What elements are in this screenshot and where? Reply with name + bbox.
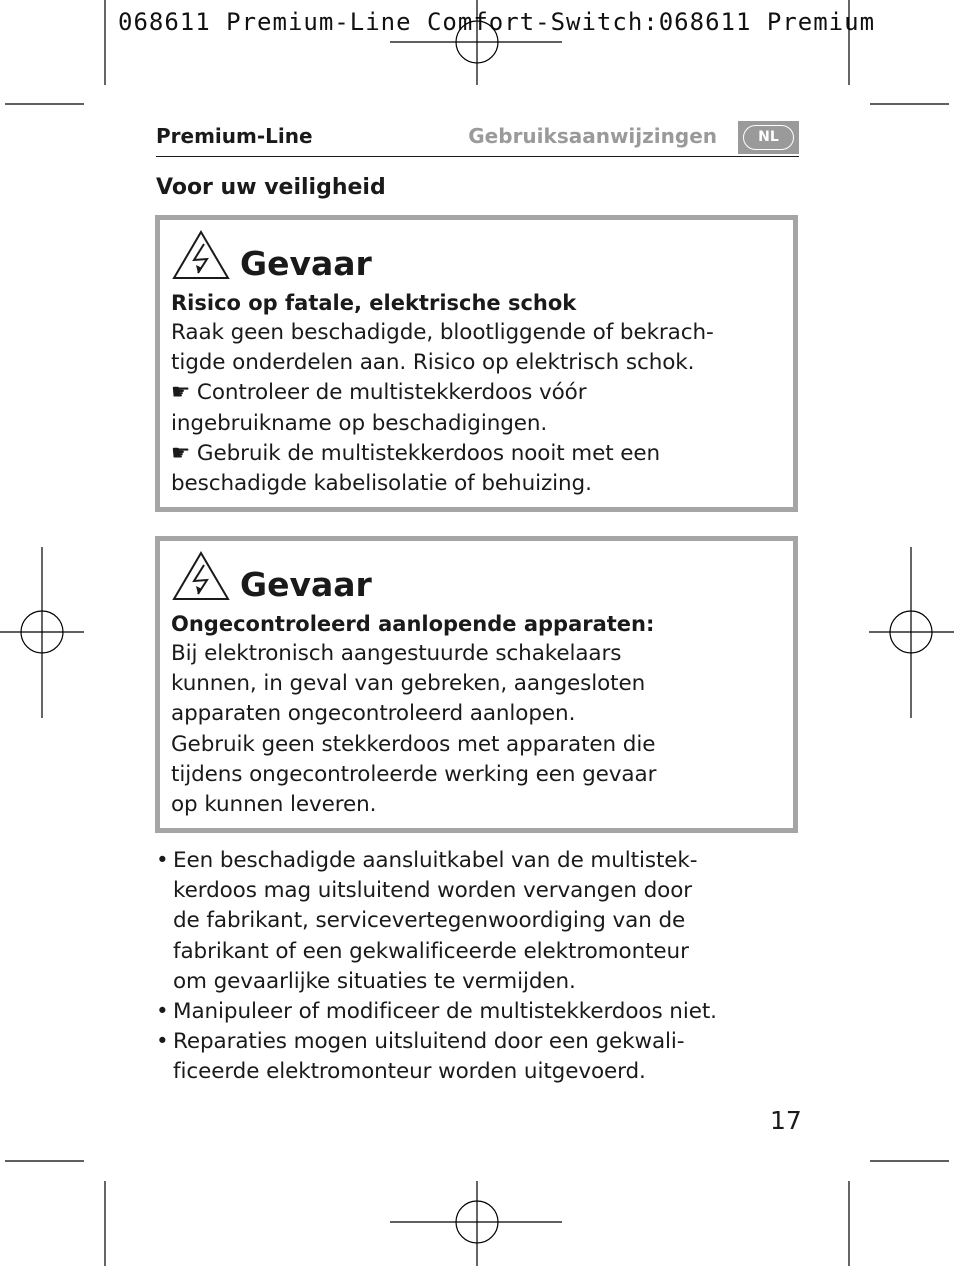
section-title: Voor uw veiligheid	[156, 175, 386, 200]
list-item	[156, 997, 816, 1027]
list-item-line: • Manipuleer of modificeer de multistekkerdoos niet.	[156, 997, 816, 1027]
safety-bullet-list	[156, 846, 816, 1088]
warning-body	[171, 639, 796, 820]
warning-line: op kunnen leveren.	[171, 792, 377, 818]
warning-heading: Gevaar	[240, 244, 372, 283]
list-item	[156, 1027, 816, 1087]
warning-line: tigde onderdelen aan. Risico op elektrisch schok.	[171, 350, 695, 376]
warning-line: apparaten ongecontroleerd aanlopen.	[171, 701, 576, 727]
warning-line: kunnen, in geval van gebreken, aangesloten	[171, 671, 646, 697]
language-badge: NL	[743, 125, 794, 150]
danger-warning-box	[155, 536, 798, 833]
running-header	[156, 120, 799, 157]
warning-heading: Gevaar	[240, 565, 372, 604]
warning-line: beschadigde kabelisolatie of behuizing.	[171, 471, 592, 497]
list-item-line: • Een beschadigde aansluitkabel van de multistek-	[156, 846, 816, 876]
warning-body	[171, 318, 796, 499]
warning-line: Raak geen beschadigde, blootliggende of bekrach-	[171, 320, 714, 345]
section-label: Gebruiksaanwijzingen	[468, 124, 717, 148]
warning-line: tijdens ongecontroleerde werking een gevaar	[171, 761, 657, 787]
print-slug: 068611 Premium-Line Comfort-Switch:068611 Premium	[118, 8, 876, 36]
language-tab	[738, 121, 799, 154]
warning-line: Bij elektronisch aangestuurde schakelaars	[171, 641, 622, 666]
list-item	[156, 846, 816, 997]
bullet-marker: •	[156, 1029, 169, 1055]
warning-line: ☛ Controleer de multistekkerdoos vóór	[171, 380, 587, 406]
bullet-marker: •	[156, 999, 169, 1025]
list-item-line: • Reparaties mogen uitsluitend door een gekwali-	[156, 1027, 816, 1057]
page-number: 17	[770, 1106, 802, 1135]
list-item-line: om gevaarlijke situaties te vermijden.	[173, 968, 576, 994]
bullet-marker: •	[156, 848, 169, 873]
brand-label: Premium-Line	[156, 124, 313, 148]
warning-subheading: Risico op fatale, elektrische schok	[171, 291, 577, 315]
list-item-line: de fabrikant, servicevertegenwoordiging van de	[173, 908, 686, 934]
warning-line: ☛ Gebruik de multistekkerdoos nooit met een	[171, 440, 661, 466]
list-item-line: ficeerde elektromonteur worden uitgevoerd.	[173, 1059, 646, 1085]
warning-subheading: Ongecontroleerd aanlopende apparaten:	[171, 612, 655, 636]
list-item-line: kerdoos mag uitsluitend worden vervangen door	[173, 878, 693, 904]
list-item-line: fabrikant of een gekwalificeerde elektromonteur	[173, 938, 689, 964]
high-voltage-warning-icon	[171, 550, 231, 602]
danger-warning-box	[155, 215, 798, 512]
warning-line: ingebruikname op beschadigingen.	[171, 410, 548, 436]
warning-line: Gebruik geen stekkerdoos met apparaten die	[171, 731, 656, 757]
high-voltage-warning-icon	[171, 229, 231, 281]
